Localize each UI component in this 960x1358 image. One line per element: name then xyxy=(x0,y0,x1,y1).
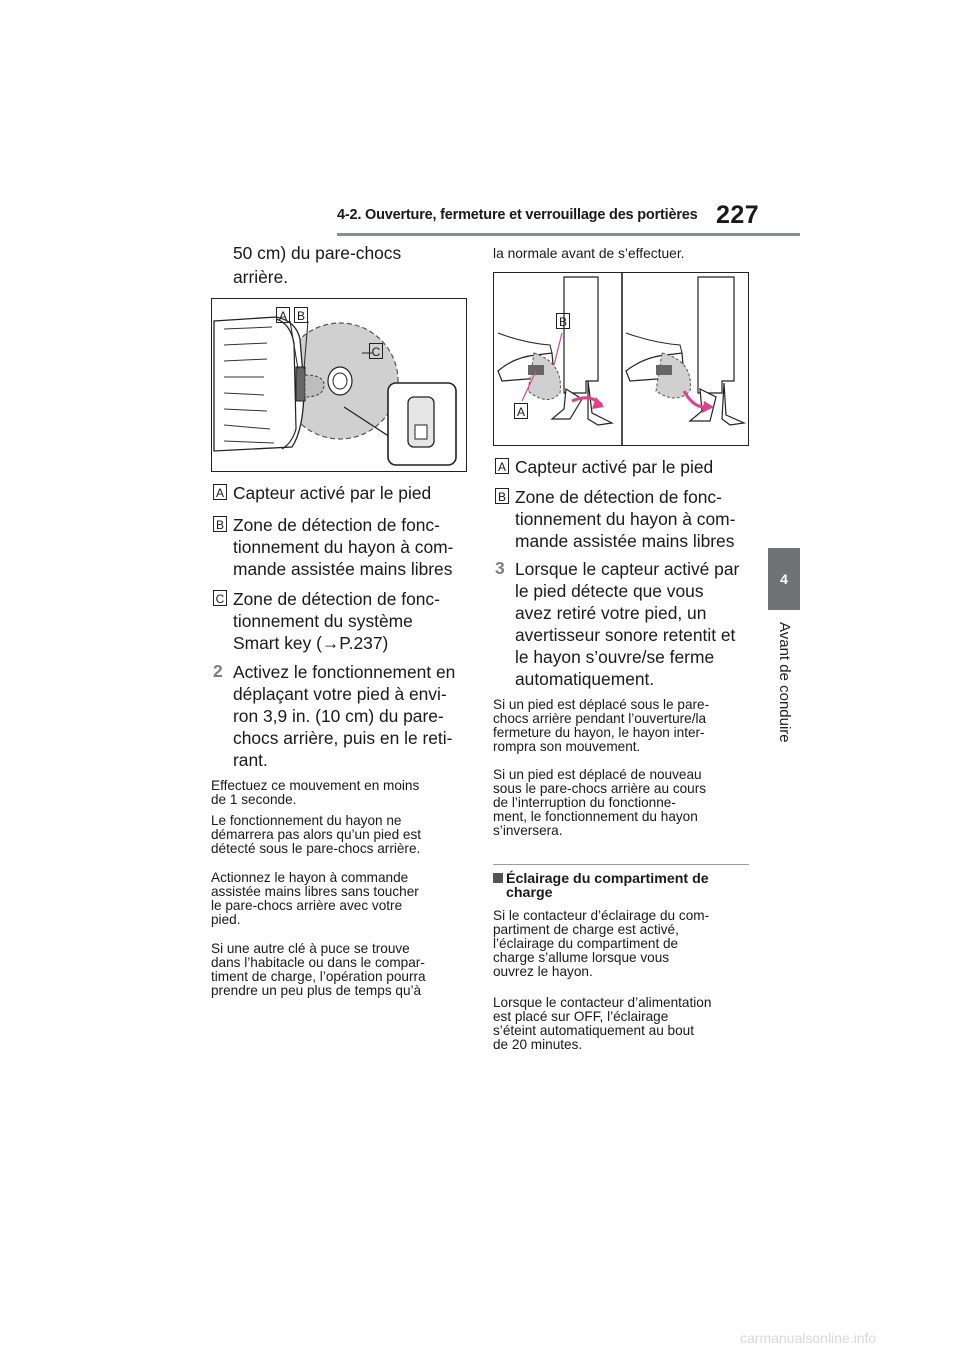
step-3-line-6: automatiquement. xyxy=(515,669,655,689)
figure1-label-a: A xyxy=(276,307,290,323)
step-2-line-4: chocs arrière, puis en le reti- xyxy=(233,728,453,748)
section-bullet-icon xyxy=(493,873,503,883)
note2-2-line-3: de l’interruption du fonctionne- xyxy=(493,795,676,810)
legend-b-line-3: mande assistée mains libres xyxy=(233,559,453,579)
legend2-a-line-1: Capteur activé par le pied xyxy=(515,457,714,477)
legend-c-line-1: Zone de détection de fonc- xyxy=(233,589,440,609)
step-2-number: 2 xyxy=(213,661,223,681)
legend2-key-b: B xyxy=(495,488,509,504)
note-3-line-2: assistée mains libres sans toucher xyxy=(211,884,419,899)
watermark: carmanualsonline.info xyxy=(740,1330,877,1346)
note2-2-line-1: Si un pied est déplacé de nouveau xyxy=(493,767,702,782)
note-4-line-4: prendre un peu plus de temps qu’à xyxy=(211,983,422,998)
step-3-line-5: le hayon s’ouvre/se ferme xyxy=(515,647,715,667)
figure2-label-b: B xyxy=(556,313,570,329)
note-4-line-2: dans l’habitacle ou dans le compar- xyxy=(211,955,425,970)
section-note-2-line-2: est placé sur OFF, l’éclairage xyxy=(493,1009,669,1024)
section-note-1-line-1: Si le contacteur d’éclairage du com- xyxy=(493,908,710,923)
legend2-b-line-3: mande assistée mains libres xyxy=(515,531,735,551)
section-note-2-line-3: s’éteint automatiquement au bout xyxy=(493,1023,695,1038)
legend2-b-line-1: Zone de détection de fonc- xyxy=(515,487,722,507)
note-2-line-2: démarrera pas alors qu’un pied est xyxy=(211,827,422,842)
legend-a-line-1: Capteur activé par le pied xyxy=(233,483,432,503)
legend-key-c: C xyxy=(213,590,227,606)
step-3-line-1: Lorsque le capteur activé par xyxy=(515,559,740,579)
legend-b-line-1: Zone de détection de fonc- xyxy=(233,515,440,535)
section-note-1-line-4: charge s’allume lorsque vous xyxy=(493,950,670,965)
note2-2-line-4: ment, le fonctionnement du hayon xyxy=(493,809,698,824)
section-note-1-line-2: partiment de charge est activé, xyxy=(493,922,679,937)
note-2-line-3: détecté sous le pare-chocs arrière. xyxy=(211,841,421,856)
section-heading-text: Éclairage du compartiment de xyxy=(506,871,709,887)
legend-c-line-3: Smart key (→P.237) xyxy=(233,633,389,653)
note-4-line-3: timent de charge, l’opération pourra xyxy=(211,969,426,984)
section-note-2-line-4: de 20 minutes. xyxy=(493,1037,583,1052)
figure-sensor-zones-drawing xyxy=(212,299,466,471)
intro-line-2: arrière. xyxy=(233,267,289,287)
section-separator xyxy=(493,864,749,865)
figure-foot-motion xyxy=(493,272,749,446)
note-1-line-1: Effectuez ce mouvement en moins xyxy=(211,778,420,793)
note-1-line-2: de 1 seconde. xyxy=(211,792,297,807)
figure2-label-a: A xyxy=(514,403,528,419)
step-3-line-3: avez retiré votre pied, un xyxy=(515,603,707,623)
note-2-line-1: Le fonctionnement du hayon ne xyxy=(211,813,402,828)
figure-sensor-zones xyxy=(211,298,467,472)
chapter-label: Avant de conduire xyxy=(776,622,793,743)
note2-1-line-4: rompra son mouvement. xyxy=(493,739,641,754)
section-title: 4-2. Ouverture, fermeture et verrouillage des portières xyxy=(337,207,698,223)
section-heading-line-2: charge xyxy=(506,885,553,901)
note-3-line-4: pied. xyxy=(211,912,241,927)
legend-key-a: A xyxy=(213,484,227,500)
chapter-label-container xyxy=(764,622,804,772)
note2-2-line-5: s’inversera. xyxy=(493,823,563,838)
note-4-line-1: Si une autre clé à puce se trouve xyxy=(211,941,410,956)
step-2-line-3: ron 3,9 in. (10 cm) du pare- xyxy=(233,706,444,726)
step-3-line-2: le pied détecte que vous xyxy=(515,581,704,601)
section-note-1-line-3: l’éclairage du compartiment de xyxy=(493,936,679,951)
figure1-label-b: B xyxy=(294,307,308,323)
header-rule xyxy=(337,233,800,236)
figure-foot-motion-drawing xyxy=(494,273,748,445)
step-3-number: 3 xyxy=(495,558,505,578)
legend-c-line-2: tionnement du système xyxy=(233,611,413,631)
page-number: 227 xyxy=(716,201,760,229)
legend-key-b: B xyxy=(213,516,227,532)
note2-1-line-1: Si un pied est déplacé sous le pare- xyxy=(493,697,710,712)
legend2-b-line-2: tionnement du hayon à com- xyxy=(515,509,736,529)
note2-1-line-3: fermeture du hayon, le hayon inter- xyxy=(493,725,705,740)
step-2-line-5: rant. xyxy=(233,750,268,770)
note2-2-line-2: sous le pare-chocs arrière au cours xyxy=(493,781,707,796)
note2-1-line-2: chocs arrière pendant l’ouverture/la xyxy=(493,711,707,726)
section-note-1-line-5: ouvrez le hayon. xyxy=(493,964,593,979)
legend-b-line-2: tionnement du hayon à com- xyxy=(233,537,454,557)
section-note-2-line-1: Lorsque le contacteur d’alimentation xyxy=(493,995,712,1010)
intro-line-1: 50 cm) du pare-chocs xyxy=(233,243,402,263)
note-3-line-1: Actionnez le hayon à commande xyxy=(211,870,409,885)
step-2-line-1: Activez le fonctionnement en xyxy=(233,662,456,682)
step-2-line-2: déplaçant votre pied à envi- xyxy=(233,684,447,704)
right-intro: la normale avant de s’effectuer. xyxy=(493,246,685,261)
legend2-key-a: A xyxy=(495,458,509,474)
figure1-label-c: C xyxy=(369,343,383,359)
chapter-tab[interactable]: 4 xyxy=(768,548,800,610)
note-3-line-3: le pare-chocs arrière avec votre xyxy=(211,898,403,913)
step-3-line-4: avertisseur sonore retentit et xyxy=(515,625,736,645)
